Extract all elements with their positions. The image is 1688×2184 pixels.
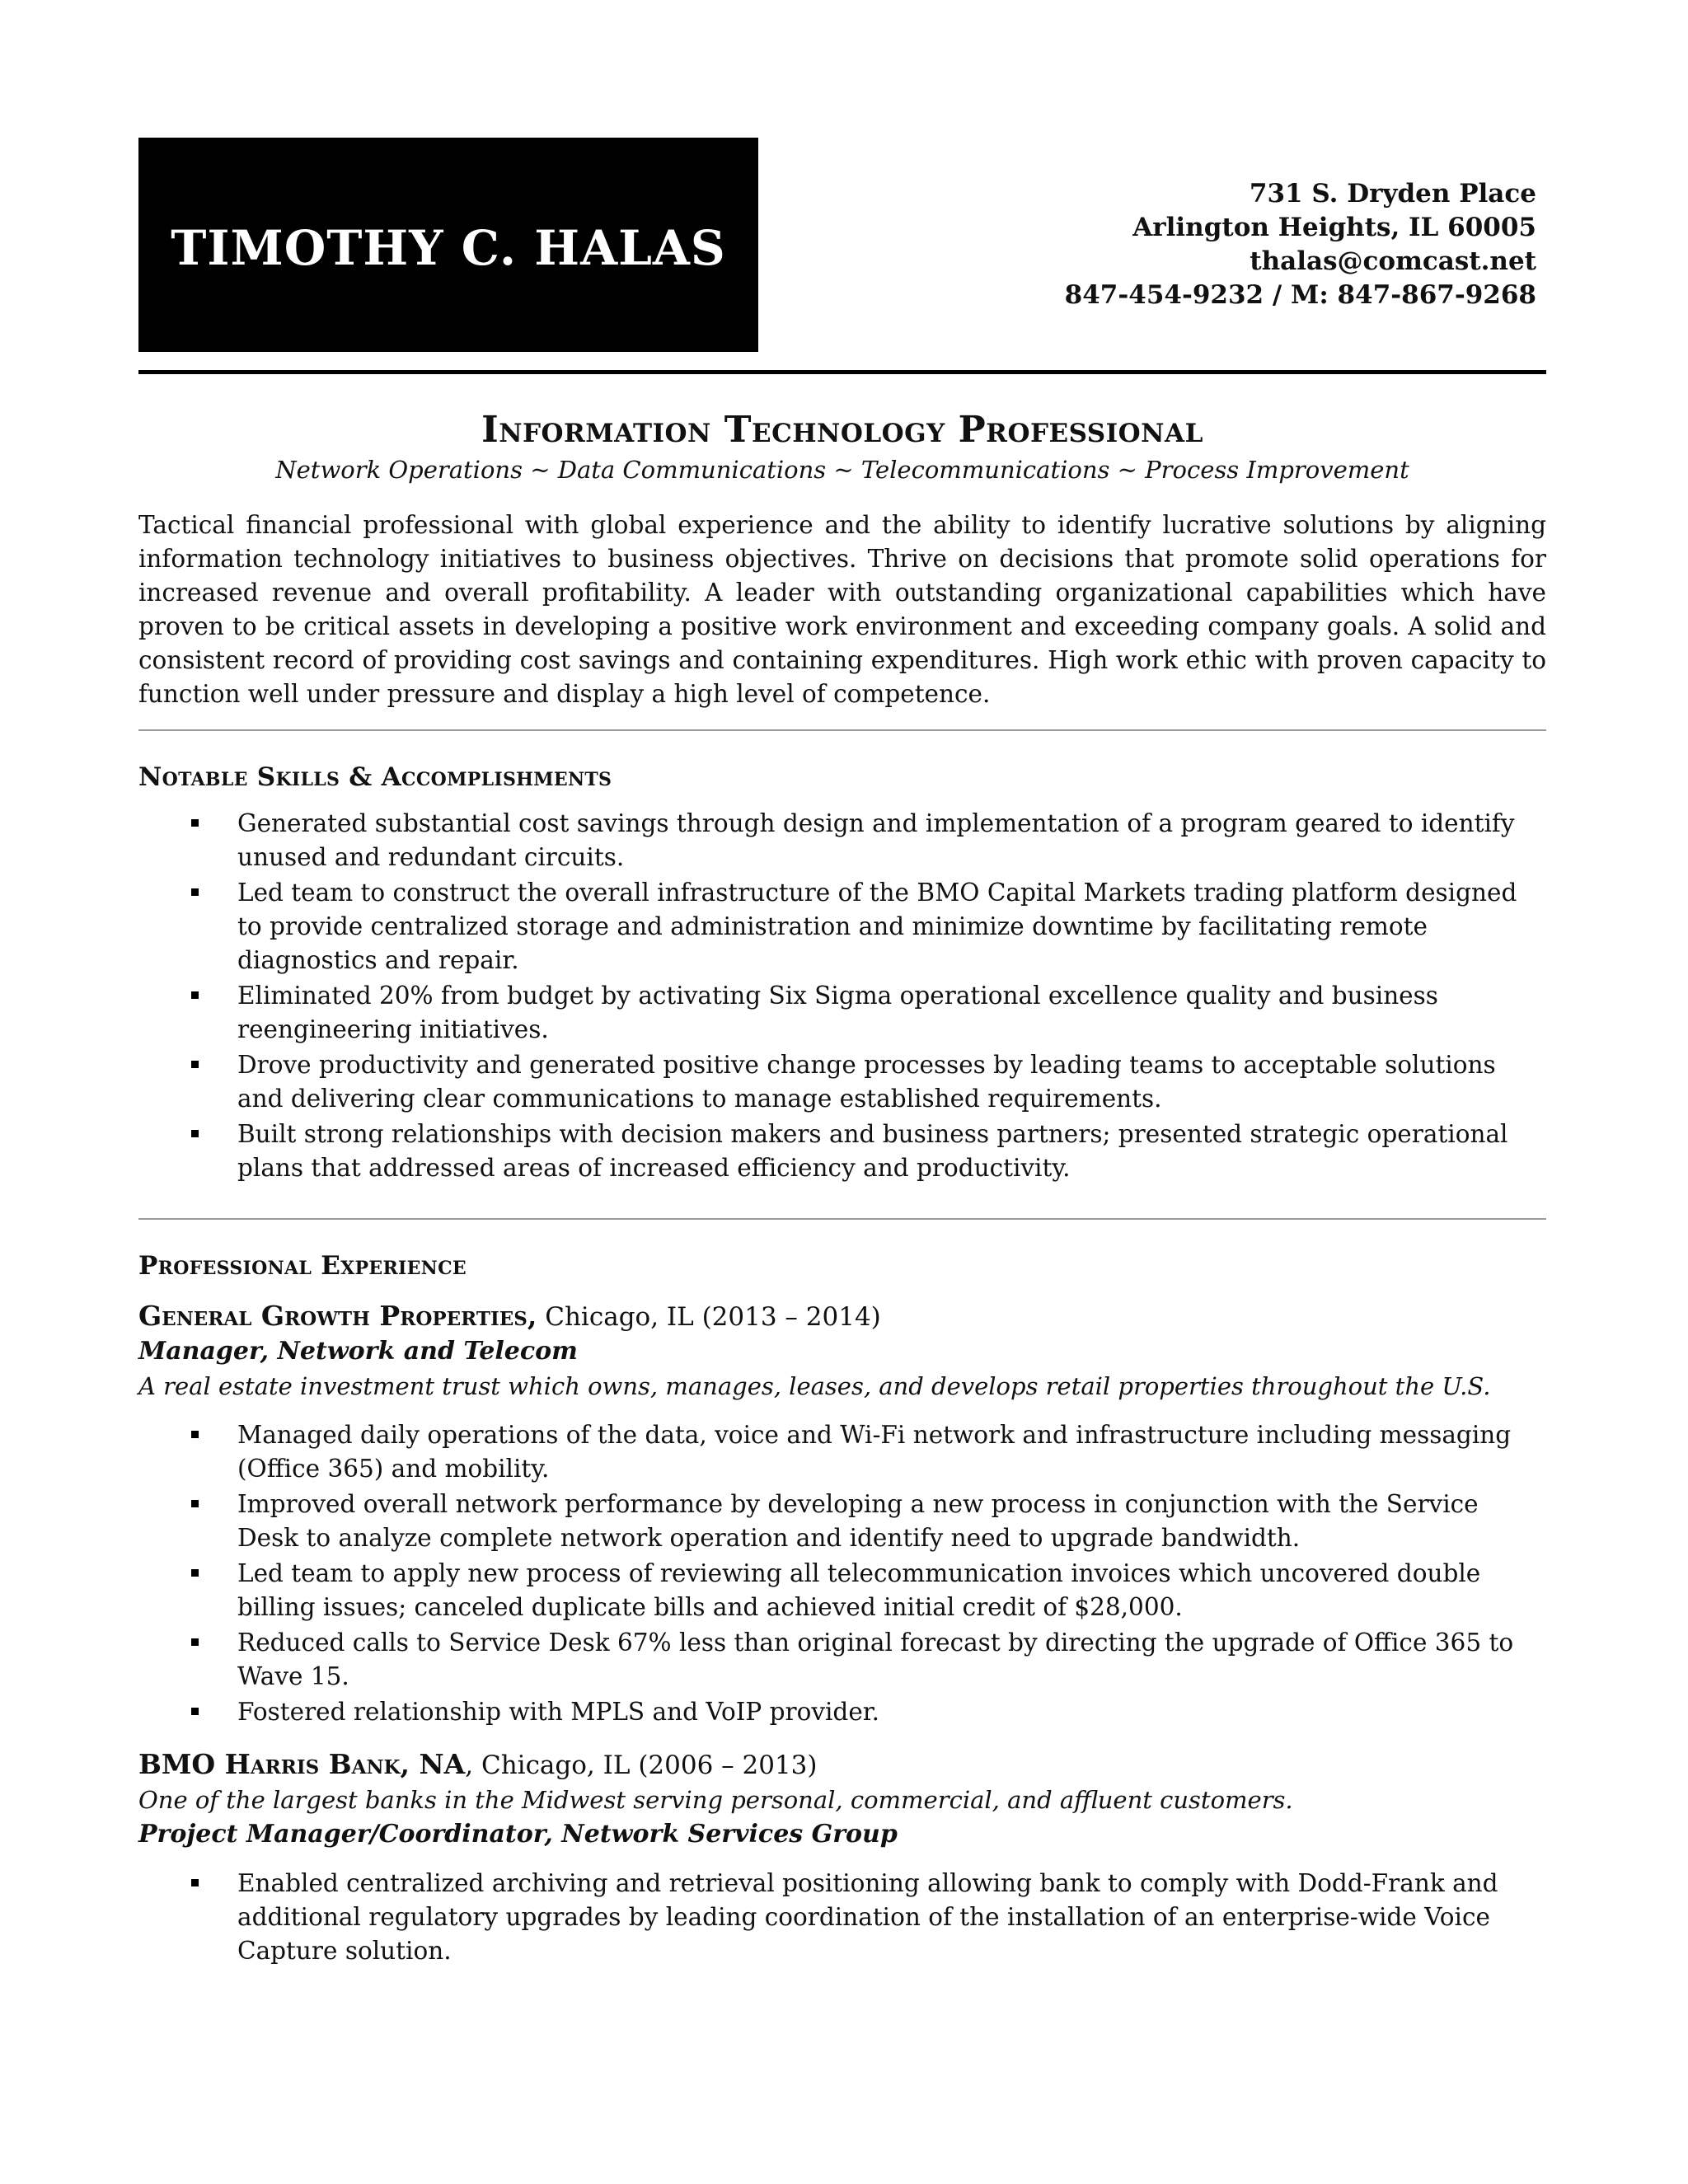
list-item bbox=[138, 1557, 1546, 1624]
square-bullet-icon bbox=[191, 888, 199, 896]
list-item bbox=[138, 1118, 1546, 1185]
job-role: Manager, Network and Telecom bbox=[138, 1337, 578, 1366]
company-name: BMO Harris Bank, NA bbox=[138, 1748, 466, 1780]
contact-email: thalas@comcast.net bbox=[1250, 246, 1536, 276]
company-line bbox=[138, 1747, 1546, 1783]
summary-paragraph: Tactical financial professional with global experience and the ability to identify lucrative solutions by aligning information technology initiatives to business objectives. Thrive on decisions that promote solid operations for increased revenue and overall profitability. A leader with outstanding organizational capabilities which have proven to be critical assets in developing a positive work environment and exceeding company goals. A solid and consistent record of providing cost savings and containing expenditures. High work ethic with proven capacity to function well under pressure and display a high level of competence. bbox=[138, 511, 1546, 708]
section-divider bbox=[138, 1218, 1546, 1220]
list-item-text: Generated substantial cost savings through design and implementation of a program geared to identify unused and redundant circuits. bbox=[237, 809, 1515, 871]
company-location-dates: Chicago, IL (2013 – 2014) bbox=[537, 1302, 881, 1332]
square-bullet-icon bbox=[191, 991, 199, 999]
professional-title: Information Technology Professional bbox=[481, 409, 1203, 451]
experience-heading: Professional Experience bbox=[138, 1251, 467, 1281]
candidate-name: TIMOTHY C. HALAS bbox=[171, 220, 726, 276]
contact-block bbox=[1065, 177, 1536, 312]
list-item bbox=[138, 1626, 1546, 1694]
list-item-text: Led team to apply new process of reviewing all telecommunication invoices which uncovered double billing issues; canceled duplicate bills and achieved initial credit of $28,000. bbox=[237, 1559, 1481, 1621]
job-bullets bbox=[138, 1867, 1546, 1968]
list-item-text: Led team to construct the overall infrastructure of the BMO Capital Markets trading platform designed to provide centralized storage and administration and minimize downtime by facilitating remote diagnostics and repair. bbox=[237, 879, 1517, 974]
contact-address: 731 S. Dryden Place bbox=[1249, 179, 1536, 209]
list-item bbox=[138, 807, 1546, 874]
list-item-text: Fostered relationship with MPLS and VoIP provider. bbox=[237, 1698, 880, 1726]
resume-header bbox=[138, 138, 1546, 373]
square-bullet-icon bbox=[191, 1431, 199, 1438]
list-item-text: Built strong relationships with decision makers and business partners; presented strategic operational plans that addressed areas of increased efficiency and productivity. bbox=[237, 1120, 1508, 1182]
company-description: One of the largest banks in the Midwest serving personal, commercial, and affluent customers. bbox=[138, 1786, 1293, 1814]
company-name: General Growth Properties, bbox=[138, 1300, 537, 1332]
list-item bbox=[138, 1048, 1546, 1116]
square-bullet-icon bbox=[191, 1130, 199, 1137]
resume-page bbox=[138, 138, 1546, 1970]
section-divider bbox=[138, 729, 1546, 731]
list-item-text: Reduced calls to Service Desk 67% less than original forecast by directing the upgrade of Office 365 to Wave 15. bbox=[237, 1629, 1514, 1690]
square-bullet-icon bbox=[191, 1061, 199, 1068]
job-entry bbox=[138, 1299, 1546, 1729]
job-role: Project Manager/Coordinator, Network Services Group bbox=[138, 1820, 898, 1849]
skills-list bbox=[138, 807, 1546, 1185]
skills-heading: Notable Skills & Accomplishments bbox=[138, 762, 612, 792]
list-item bbox=[138, 979, 1546, 1047]
square-bullet-icon bbox=[191, 1500, 199, 1507]
company-line bbox=[138, 1299, 1546, 1334]
square-bullet-icon bbox=[191, 1638, 199, 1646]
company-location-dates: , Chicago, IL (2006 – 2013) bbox=[465, 1750, 818, 1780]
list-item bbox=[138, 876, 1546, 977]
list-item bbox=[138, 1867, 1546, 1968]
square-bullet-icon bbox=[191, 1879, 199, 1886]
contact-city: Arlington Heights, IL 60005 bbox=[1132, 213, 1536, 242]
list-item-text: Drove productivity and generated positive change processes by leading teams to acceptable solutions and delivering clear communications to manage established requirements. bbox=[237, 1051, 1496, 1113]
list-item-text: Improved overall network performance by developing a new process in conjunction with the Service Desk to analyze complete network operation and identify need to upgrade bandwidth. bbox=[237, 1490, 1479, 1552]
square-bullet-icon bbox=[191, 1708, 199, 1715]
company-description: A real estate investment trust which owns, manages, leases, and develops retail properties throughout the U.S. bbox=[138, 1372, 1491, 1400]
header-divider bbox=[138, 370, 1546, 374]
job-entry bbox=[138, 1747, 1546, 1968]
list-item bbox=[138, 1488, 1546, 1555]
list-item bbox=[138, 1418, 1546, 1486]
list-item bbox=[138, 1695, 1546, 1729]
contact-phones: 847-454-9232 / M: 847-867-9268 bbox=[1064, 280, 1536, 310]
square-bullet-icon bbox=[191, 1569, 199, 1577]
list-item-text: Enabled centralized archiving and retrieval positioning allowing bank to comply with Dodd-Frank and additional regulatory upgrades by leading coordination of the installation of an enterprise-wide Voice Capture solution. bbox=[237, 1869, 1498, 1965]
list-item-text: Managed daily operations of the data, voice and Wi-Fi network and infrastructure including messaging (Office 365) and mobility. bbox=[237, 1421, 1512, 1483]
professional-subtitle: Network Operations ~ Data Communications ~ Telecommunications ~ Process Improvement bbox=[275, 456, 1409, 484]
job-bullets bbox=[138, 1418, 1546, 1729]
square-bullet-icon bbox=[191, 819, 199, 827]
name-banner bbox=[138, 138, 758, 352]
list-item-text: Eliminated 20% from budget by activating Six Sigma operational excellence quality and business reengineering initiatives. bbox=[237, 982, 1438, 1043]
